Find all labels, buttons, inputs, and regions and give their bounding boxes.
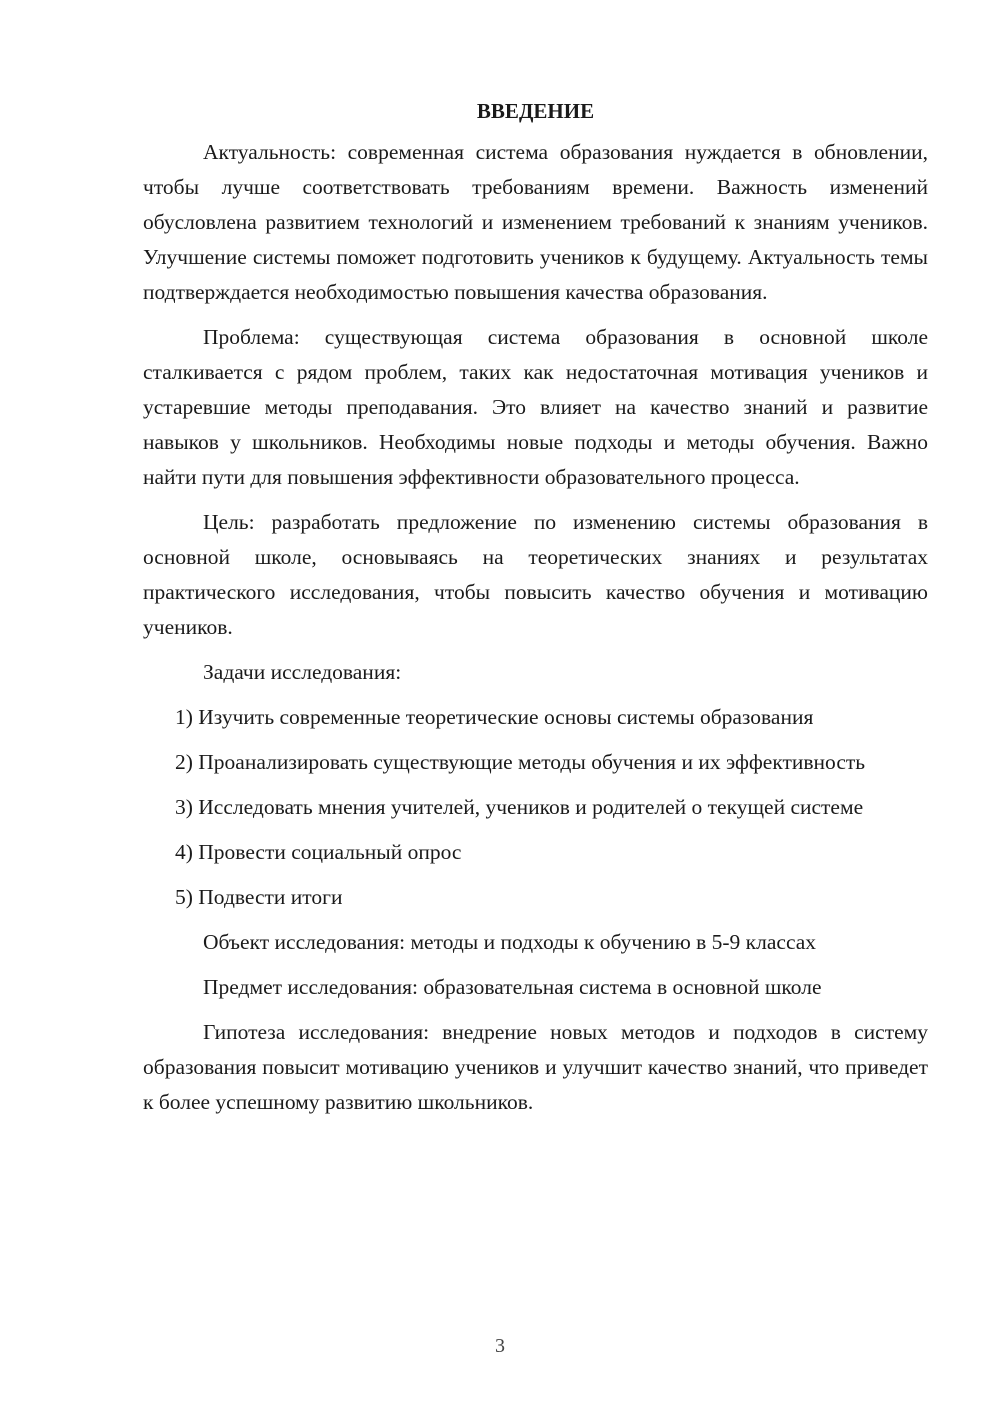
research-object: Объект исследования: методы и подходы к обучению в 5-9 классах [203,930,817,954]
research-subject: Предмет исследования: образовательная система в основной школе [203,975,822,999]
task-item-2: 2) Проанализировать существующие методы обучения и их эффективность [175,750,866,774]
hypothesis-paragraph: Гипотеза исследования: внедрение новых методов и подходов в систему образования повысит мотивацию учеников и улучшит качество знаний, что приведет к более успешному развитию школьников. [143,1020,928,1114]
section-heading: ВВЕДЕНИЕ [476,99,595,123]
tasks-title: Задачи исследования: [203,660,402,684]
goal-paragraph: Цель: разработать предложение по изменению системы образования в основной школе, основываясь на теоретических знаниях и результатах практического исследования, чтобы повысить качество обучения и мотивацию учеников. [143,510,928,639]
task-item-4: 4) Провести социальный опрос [175,840,462,864]
relevance-paragraph: Актуальность: современная система образования нуждается в обновлении, чтобы лучше соответствовать требованиям времени. Важность изменений обусловлена развитием технологий и изменением требований к знаниям учеников. Улучшение системы поможет подготовить учеников к будущему. Актуальность темы подтверждается необходимостью повышения качества образования. [143,140,928,304]
document-page [143,96,928,1130]
page-number: 3 [495,1335,505,1357]
task-item-3: 3) Исследовать мнения учителей, учеников и родителей о текущей системе [175,795,864,819]
task-item-1: 1) Изучить современные теоретические основы системы образования [175,705,814,729]
problem-paragraph: Проблема: существующая система образования в основной школе сталкивается с рядом проблем, таких как недостаточная мотивация учеников и устаревшие методы преподавания. Это влияет на качество знаний и развитие навыков у школьников. Необходимы новые подходы и методы обучения. Важно найти пути для повышения эффективности образовательного процесса. [143,325,928,489]
task-item-5: 5) Подвести итоги [175,885,343,909]
